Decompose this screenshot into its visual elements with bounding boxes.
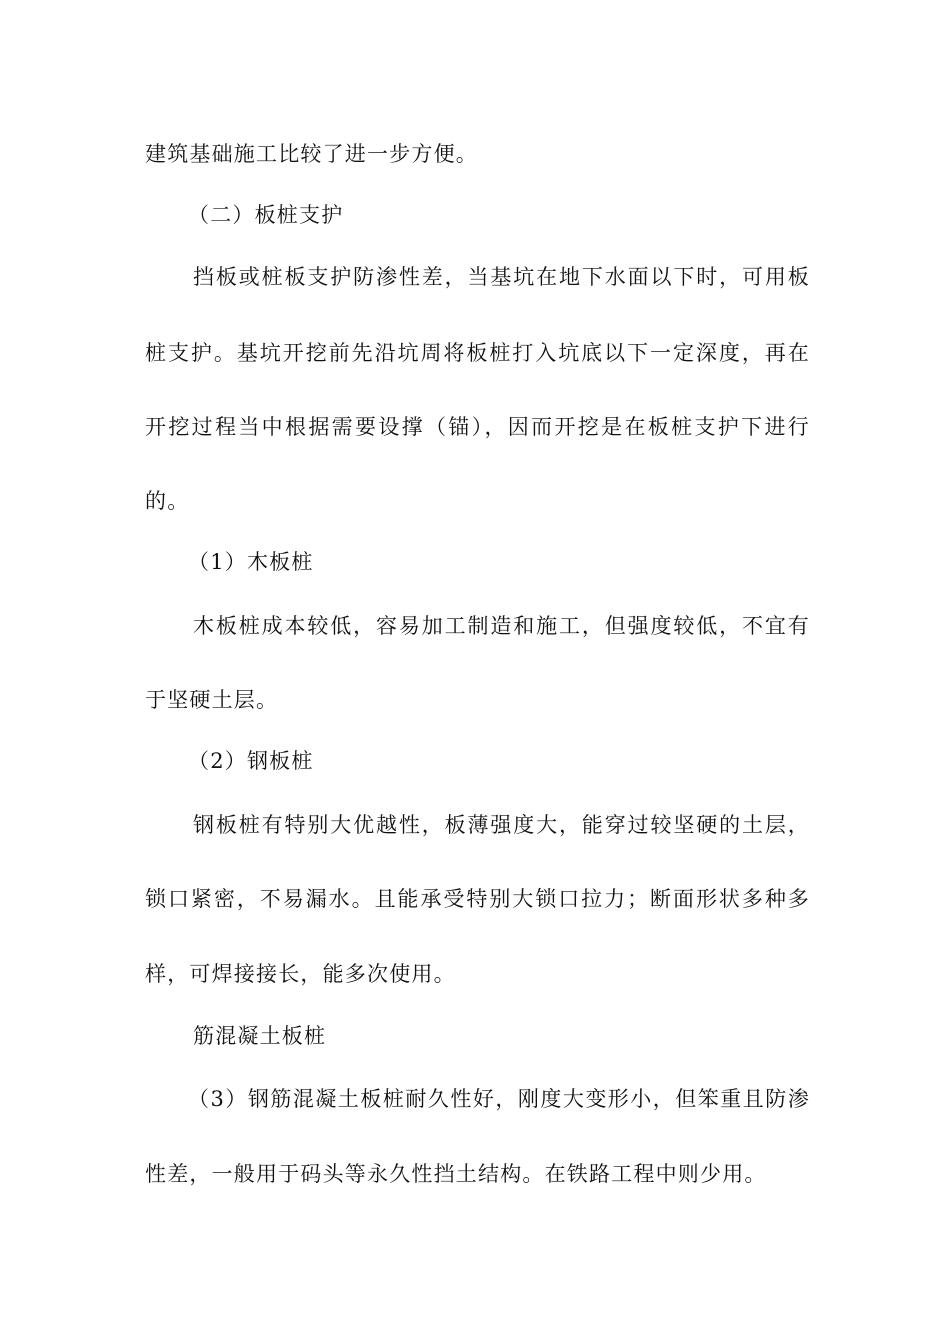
paragraph-line: （3）钢筋混凝土板桩耐久性好，刚度大变形小，但笨重且防渗 bbox=[188, 1087, 810, 1111]
section-heading-sheet-pile-support: （二）板桩支护 bbox=[188, 203, 344, 227]
paragraph-line: 钢板桩有特别大优越性，板薄强度大，能穿过较坚硬的土层， bbox=[193, 813, 810, 837]
paragraph-line: 锁口紧密，不易漏水。且能承受特别大锁口拉力；断面形状多种多 bbox=[145, 887, 810, 911]
subheading-reinforced-concrete-sheet-pile: 筋混凝土板桩 bbox=[193, 1024, 327, 1048]
paragraph-continuation-line: 建筑基础施工比较了进一步方便。 bbox=[145, 142, 478, 166]
paragraph-line: 的。 bbox=[145, 489, 190, 513]
paragraph-line: 性差，一般用于码头等永久性挡土结构。在铁路工程中则少用。 bbox=[145, 1162, 767, 1186]
paragraph-line: 挡板或桩板支护防渗性差，当基坑在地下水面以下时，可用板 bbox=[193, 265, 810, 289]
paragraph-line: 开挖过程当中根据需要设撑（锚），因而开挖是在板桩支护下进行 bbox=[145, 415, 810, 439]
paragraph-line: 样，可焊接接长，能多次使用。 bbox=[145, 962, 456, 986]
paragraph-line: 于坚硬土层。 bbox=[145, 688, 279, 712]
subheading-steel-sheet-pile: （2）钢板桩 bbox=[188, 749, 314, 773]
paragraph-line: 木板桩成本较低，容易加工制造和施工，但强度较低，不宜有 bbox=[193, 614, 810, 638]
paragraph-line: 桩支护。基坑开挖前先沿坑周将板桩打入坑底以下一定深度，再在 bbox=[145, 341, 810, 365]
subheading-wood-sheet-pile: （1）木板桩 bbox=[188, 550, 314, 574]
